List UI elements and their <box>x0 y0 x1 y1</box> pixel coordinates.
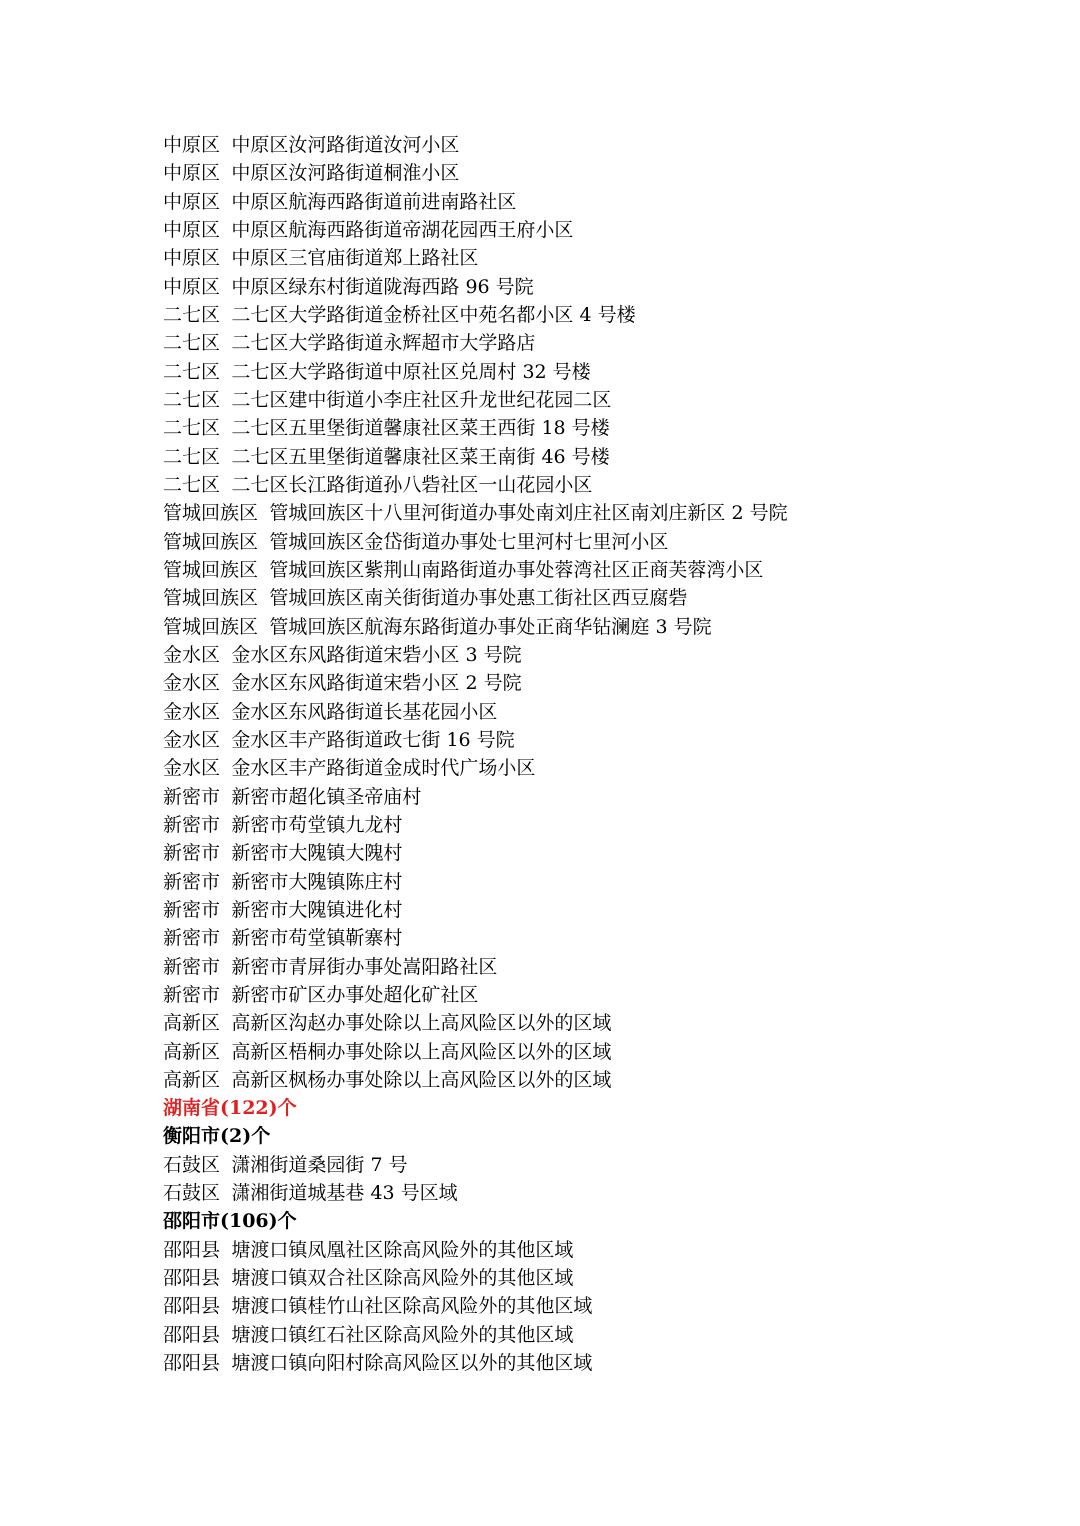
list-item <box>163 669 1043 697</box>
list-item <box>163 1066 1043 1094</box>
address-text: 新密市青屏街办事处嵩阳路社区 <box>231 955 498 978</box>
list-item <box>163 499 1043 527</box>
address-text: 中原区三官庙街道郑上路社区 <box>231 247 479 270</box>
list-item <box>163 783 1043 811</box>
list-item <box>163 981 1043 1009</box>
address-text: 塘渡口镇向阳村除高风险区以外的其他区域 <box>231 1352 593 1375</box>
address-text: 新密市矿区办事处超化矿社区 <box>231 983 479 1006</box>
district-label: 中原区 <box>163 134 221 156</box>
district-label: 邵阳县 <box>163 1267 221 1290</box>
district-label: 新密市 <box>163 898 221 921</box>
district-label: 二七区 <box>163 417 221 440</box>
address-text: 新密市超化镇圣帝庙村 <box>231 785 422 808</box>
address-text: 新密市大隗镇大隗村 <box>231 842 403 865</box>
address-text: 高新区沟赵办事处除以上高风险区以外的区域 <box>231 1012 612 1035</box>
district-label: 新密市 <box>163 870 221 893</box>
list-item <box>163 896 1043 924</box>
address-text: 管城回族区紫荆山南路街道办事处蓉湾社区正商芙蓉湾小区 <box>269 558 764 581</box>
address-text: 二七区五里堡街道馨康社区菜王南街 46 号楼 <box>231 445 610 468</box>
city-heading: 邵阳市(106)个 <box>163 1210 297 1233</box>
district-label: 邵阳县 <box>163 1238 221 1261</box>
district-label: 管城回族区 <box>163 502 259 525</box>
district-label: 二七区 <box>163 303 221 326</box>
list-item <box>163 301 1043 329</box>
address-text: 塘渡口镇红石社区除高风险外的其他区域 <box>231 1323 574 1346</box>
district-label: 管城回族区 <box>163 558 259 581</box>
list-item <box>163 641 1043 669</box>
district-label: 金水区 <box>163 672 221 695</box>
list-item <box>163 754 1043 782</box>
list-item <box>163 556 1043 584</box>
address-text: 高新区枫杨办事处除以上高风险区以外的区域 <box>231 1068 612 1091</box>
list-item <box>163 1009 1043 1037</box>
list-item <box>163 1038 1043 1066</box>
list-item <box>163 868 1043 896</box>
list-item <box>163 726 1043 754</box>
address-text: 金水区东风路街道宋砦小区 3 号院 <box>231 643 522 666</box>
address-text: 中原区汝河路街道汝河小区 <box>231 134 460 156</box>
document-page <box>163 131 1043 1377</box>
district-label: 高新区 <box>163 1068 221 1091</box>
list-item <box>163 924 1043 952</box>
list-item <box>163 358 1043 386</box>
address-text: 金水区东风路街道长基花园小区 <box>231 700 498 723</box>
district-label: 新密市 <box>163 785 221 808</box>
district-label: 中原区 <box>163 162 221 185</box>
district-label: 二七区 <box>163 445 221 468</box>
district-label: 石鼓区 <box>163 1182 221 1205</box>
district-label: 新密市 <box>163 983 221 1006</box>
address-text: 二七区长江路街道孙八砦社区一山花园小区 <box>231 473 593 496</box>
address-text: 中原区航海西路街道帝湖花园西王府小区 <box>231 218 574 241</box>
province-heading: 湖南省(122)个 <box>163 1097 297 1120</box>
address-text: 中原区航海西路街道前进南路社区 <box>231 190 517 213</box>
address-text: 管城回族区十八里河街道办事处南刘庄社区南刘庄新区 2 号院 <box>269 502 788 525</box>
district-label: 二七区 <box>163 473 221 496</box>
list-item <box>163 1264 1043 1292</box>
district-label: 管城回族区 <box>163 615 259 638</box>
address-text: 金水区丰产路街道政七街 16 号院 <box>231 728 515 751</box>
district-label: 金水区 <box>163 643 221 666</box>
district-label: 邵阳县 <box>163 1323 221 1346</box>
address-text: 中原区汝河路街道桐淮小区 <box>231 162 460 185</box>
list-item <box>163 159 1043 187</box>
list-item <box>163 414 1043 442</box>
district-label: 高新区 <box>163 1040 221 1063</box>
district-label: 新密市 <box>163 842 221 865</box>
list-item <box>163 244 1043 272</box>
list-item <box>163 1349 1043 1377</box>
district-label: 金水区 <box>163 757 221 780</box>
district-label: 新密市 <box>163 813 221 836</box>
list-item <box>163 329 1043 357</box>
city-heading: 衡阳市(2)个 <box>163 1125 271 1148</box>
list-item <box>163 386 1043 414</box>
list-item <box>163 584 1043 612</box>
district-label: 二七区 <box>163 332 221 355</box>
district-label: 金水区 <box>163 728 221 751</box>
list-item <box>163 443 1043 471</box>
district-label: 二七区 <box>163 388 221 411</box>
address-text: 潇湘街道城基巷 43 号区域 <box>231 1182 458 1205</box>
list-item <box>163 1321 1043 1349</box>
list-item <box>163 1179 1043 1207</box>
district-label: 金水区 <box>163 700 221 723</box>
list-item <box>163 188 1043 216</box>
district-label: 管城回族区 <box>163 530 259 553</box>
list-item <box>163 1236 1043 1264</box>
district-label: 中原区 <box>163 247 221 270</box>
address-text: 二七区建中街道小李庄社区升龙世纪花园二区 <box>231 388 612 411</box>
address-text: 新密市苟堂镇靳寨村 <box>231 927 403 950</box>
address-text: 二七区大学路街道永辉超市大学路店 <box>231 332 536 355</box>
address-text: 高新区梧桐办事处除以上高风险区以外的区域 <box>231 1040 612 1063</box>
list-item <box>163 953 1043 981</box>
district-label: 中原区 <box>163 218 221 241</box>
address-text: 管城回族区南关街街道办事处惠工街社区西豆腐砦 <box>269 587 688 610</box>
list-item <box>163 1292 1043 1320</box>
list-item <box>163 528 1043 556</box>
address-text: 金水区丰产路街道金成时代广场小区 <box>231 757 536 780</box>
district-label: 石鼓区 <box>163 1153 221 1176</box>
list-item <box>163 811 1043 839</box>
list-item <box>163 698 1043 726</box>
address-text: 新密市大隗镇进化村 <box>231 898 403 921</box>
district-label: 中原区 <box>163 275 221 298</box>
address-text: 塘渡口镇双合社区除高风险外的其他区域 <box>231 1267 574 1290</box>
address-text: 二七区五里堡街道馨康社区菜王西街 18 号楼 <box>231 417 610 440</box>
district-label: 二七区 <box>163 360 221 383</box>
list-item <box>163 471 1043 499</box>
list-item <box>163 839 1043 867</box>
list-item <box>163 1151 1043 1179</box>
district-label: 新密市 <box>163 955 221 978</box>
district-label: 邵阳县 <box>163 1295 221 1318</box>
address-text: 二七区大学路街道金桥社区中苑名都小区 4 号楼 <box>231 303 636 326</box>
district-label: 中原区 <box>163 190 221 213</box>
address-text: 金水区东风路街道宋砦小区 2 号院 <box>231 672 522 695</box>
address-text: 塘渡口镇凤凰社区除高风险外的其他区域 <box>231 1238 574 1261</box>
district-label: 新密市 <box>163 927 221 950</box>
list-item <box>163 273 1043 301</box>
address-text: 二七区大学路街道中原社区兑周村 32 号楼 <box>231 360 591 383</box>
address-text: 中原区绿东村街道陇海西路 96 号院 <box>231 275 534 298</box>
address-text: 管城回族区航海东路街道办事处正商华钻澜庭 3 号院 <box>269 615 712 638</box>
list-item <box>163 613 1043 641</box>
list-item <box>163 216 1043 244</box>
district-label: 高新区 <box>163 1012 221 1035</box>
address-text: 新密市苟堂镇九龙村 <box>231 813 403 836</box>
list-item <box>163 131 1043 159</box>
address-text: 塘渡口镇桂竹山社区除高风险外的其他区域 <box>231 1295 593 1318</box>
address-text: 管城回族区金岱街道办事处七里河村七里河小区 <box>269 530 669 553</box>
address-text: 潇湘街道桑园街 7 号 <box>231 1153 408 1176</box>
address-text: 新密市大隗镇陈庄村 <box>231 870 403 893</box>
district-label: 邵阳县 <box>163 1352 221 1375</box>
district-label: 管城回族区 <box>163 587 259 610</box>
